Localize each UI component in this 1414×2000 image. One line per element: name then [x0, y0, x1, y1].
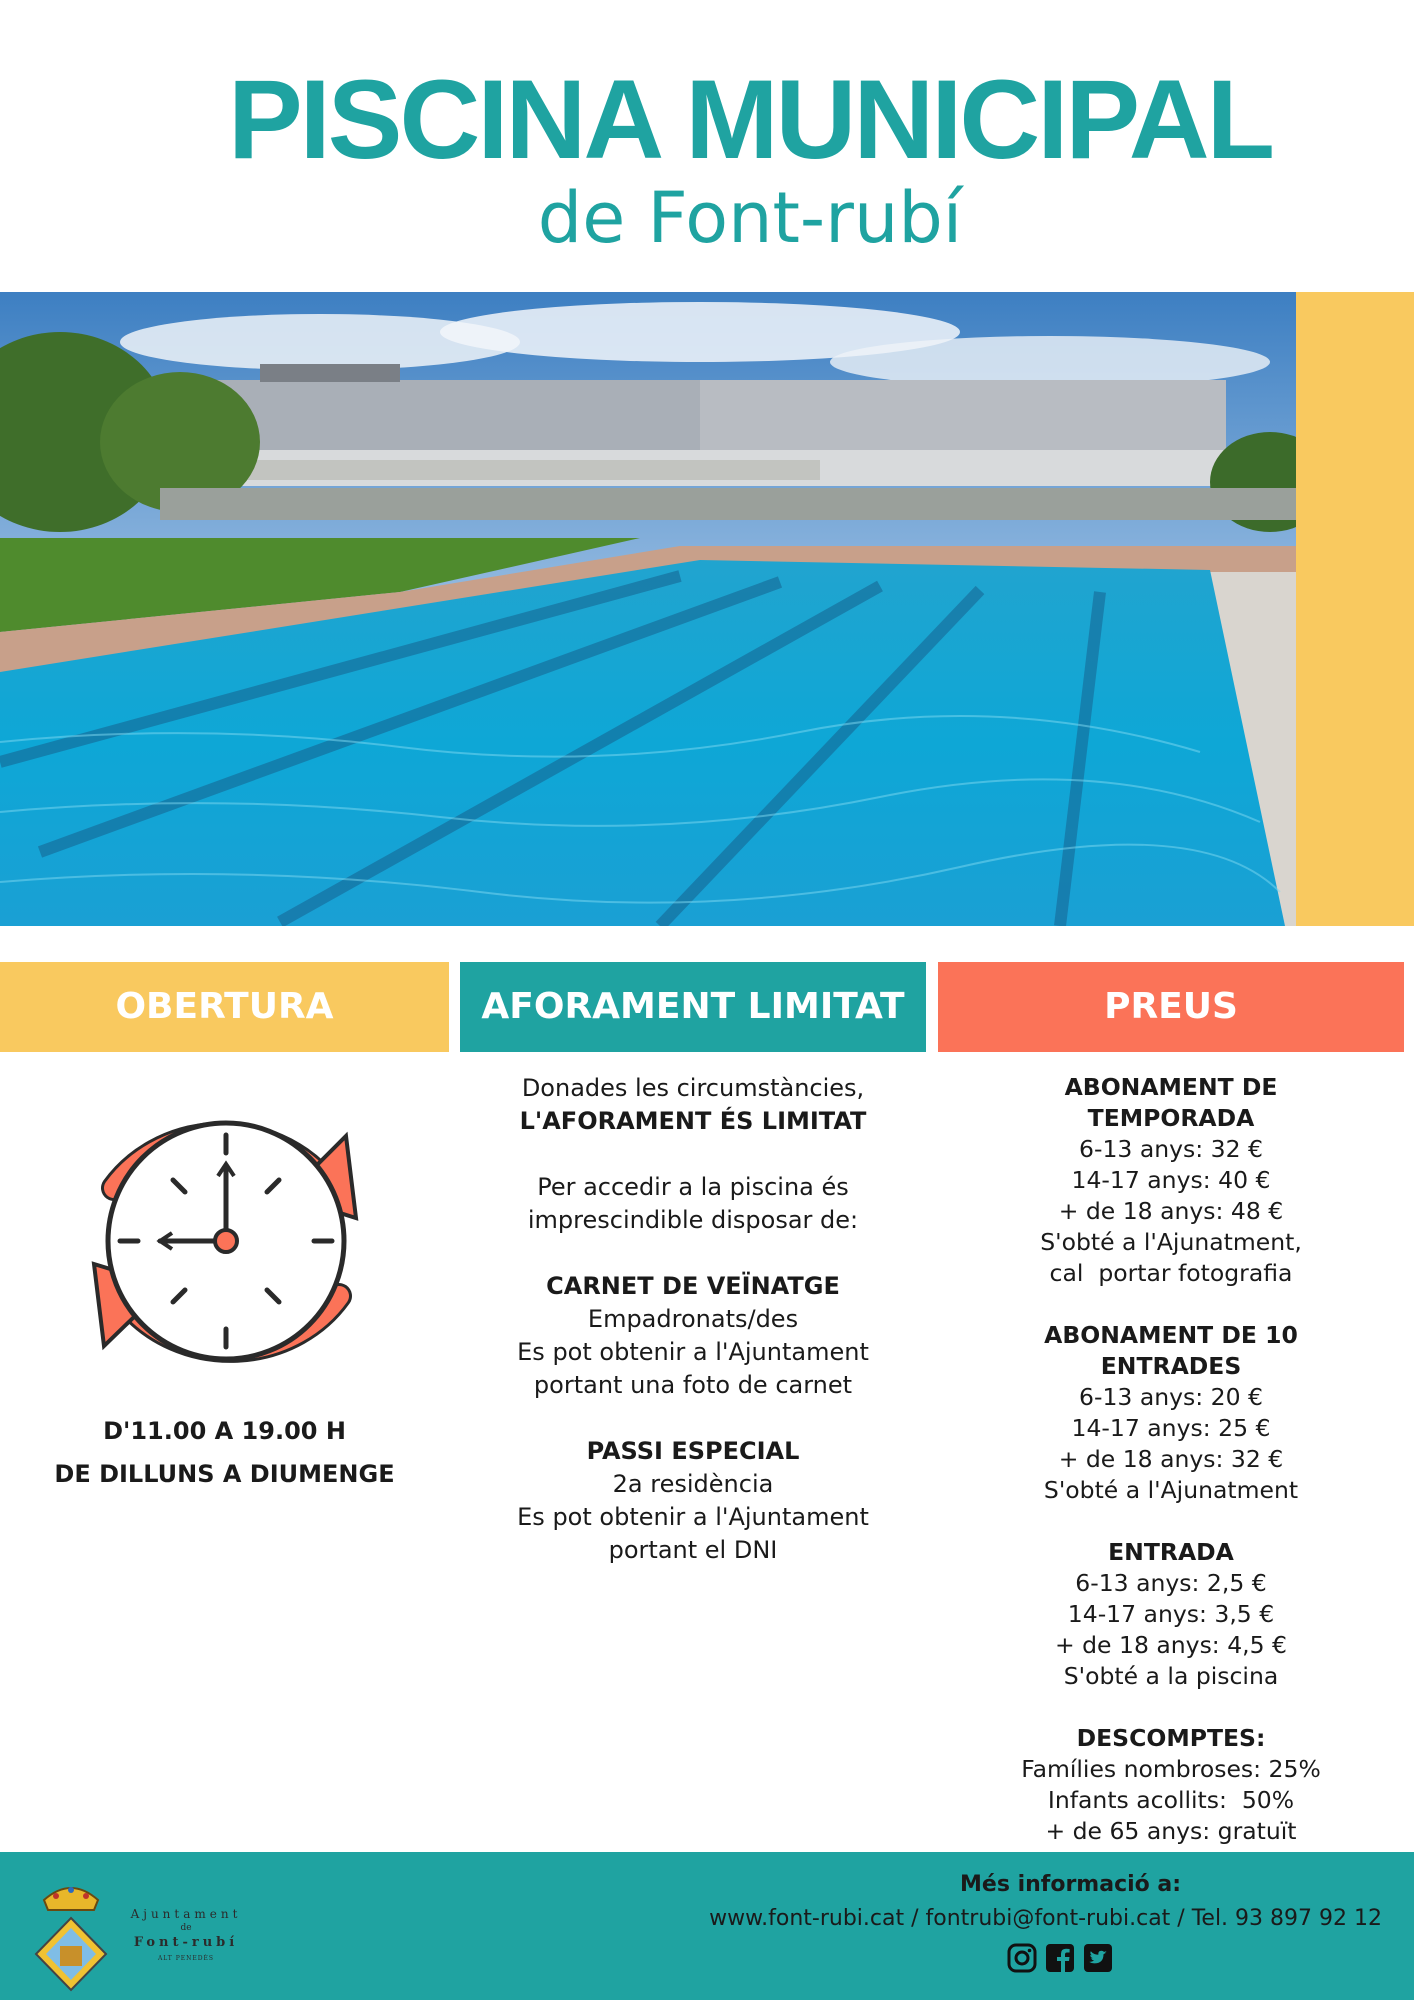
opening-header: OBERTURA [0, 962, 449, 1052]
season-title: ABONAMENT DE [1064, 1073, 1278, 1101]
footer [0, 1852, 1414, 2000]
price-note: cal portar fotografia [1049, 1259, 1293, 1287]
entry-title: ENTRADA [1108, 1538, 1234, 1566]
price-line: 6-13 anys: 2,5 € [1075, 1569, 1267, 1597]
page-title: PISCINA MUNICIPAL [227, 57, 1273, 182]
facebook-icon[interactable] [1044, 1942, 1076, 1974]
discount-line: + de 65 anys: gratuït [1045, 1817, 1297, 1845]
price-note: S'obté a l'Ajunatment, [1040, 1228, 1302, 1256]
card-text: Empadronats/des [587, 1305, 799, 1333]
price-note: S'obté a l'Ajunatment [1043, 1476, 1299, 1504]
capacity-limited: L'AFORAMENT ÉS LIMITAT [519, 1107, 867, 1135]
season-title: TEMPORADA [1087, 1104, 1255, 1132]
price-line: + de 18 anys: 48 € [1058, 1197, 1284, 1225]
ten-title: ENTRADES [1100, 1352, 1242, 1380]
instagram-icon[interactable] [1006, 1942, 1038, 1974]
card-title: CARNET DE VEÏNATGE [546, 1272, 840, 1300]
prices-header: PREUS [938, 962, 1404, 1052]
clock-refresh-icon [74, 1108, 379, 1374]
access-text: Per accedir a la piscina és [537, 1173, 849, 1201]
discount-line: Famílies nombroses: 25% [1021, 1755, 1321, 1783]
opening-hours: D'11.00 A 19.00 H [103, 1417, 346, 1445]
prices-text [938, 1072, 1404, 1847]
discounts-title: DESCOMPTES: [1076, 1724, 1266, 1752]
discount-line: Infants acollits: 50% [1047, 1786, 1295, 1814]
capacity-text [460, 1072, 926, 1567]
logo-line: Font-rubí [133, 1935, 239, 1950]
pass-text: Es pot obtenir a l'Ajuntament [517, 1503, 869, 1531]
price-line: 14-17 anys: 40 € [1071, 1166, 1271, 1194]
more-info-title: Més informació a: [960, 1872, 1182, 1897]
card-text: portant una foto de carnet [533, 1371, 853, 1399]
twitter-icon[interactable] [1082, 1942, 1114, 1974]
card-text: Es pot obtenir a l'Ajuntament [517, 1338, 869, 1366]
price-line: 6-13 anys: 32 € [1079, 1135, 1263, 1163]
price-line: 14-17 anys: 25 € [1071, 1414, 1271, 1442]
social-links [1006, 1942, 1114, 1976]
page-subtitle: de Font-rubí [537, 177, 963, 259]
capacity-header: AFORAMENT LIMITAT [460, 962, 926, 1052]
town-crest-icon [26, 1866, 116, 1994]
capacity-intro: Donades les circumstàncies, [521, 1074, 865, 1102]
access-text: imprescindible disposar de: [527, 1206, 859, 1234]
town-logo-text [122, 1906, 250, 1966]
price-line: 6-13 anys: 20 € [1079, 1383, 1263, 1411]
pass-text: portant el DNI [608, 1536, 778, 1564]
price-note: S'obté a la piscina [1063, 1662, 1279, 1690]
opening-days: DE DILLUNS A DIUMENGE [54, 1460, 395, 1488]
logo-line: ALT PENEDÈS [157, 1955, 215, 1962]
ten-title: ABONAMENT DE 10 [1044, 1321, 1298, 1349]
decorative-yellow-strip [1296, 292, 1414, 926]
logo-line: de [180, 1923, 192, 1933]
price-line: + de 18 anys: 32 € [1058, 1445, 1284, 1473]
contact-line[interactable]: www.font-rubi.cat / fontrubi@font-rubi.cat / Tel. 93 897 92 12 [709, 1906, 1382, 1931]
price-line: + de 18 anys: 4,5 € [1054, 1631, 1287, 1659]
logo-line: Ajuntament [130, 1907, 242, 1921]
pass-title: PASSI ESPECIAL [586, 1437, 800, 1465]
price-line: 14-17 anys: 3,5 € [1067, 1600, 1275, 1628]
pass-text: 2a residència [612, 1470, 774, 1498]
pool-photo [0, 292, 1296, 926]
